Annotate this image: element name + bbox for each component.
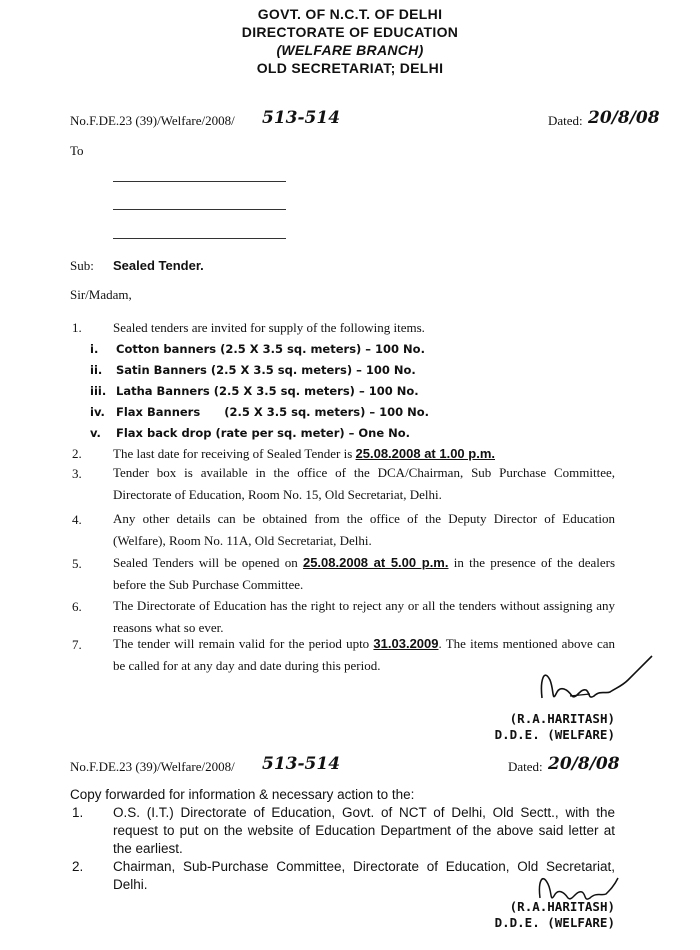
point-number: 6. xyxy=(72,599,82,614)
point-number: 2. xyxy=(72,446,82,461)
point-number: 4. xyxy=(72,512,82,527)
item-roman: iii. xyxy=(90,384,107,398)
address-line-2 xyxy=(113,209,286,210)
point-number: 5. xyxy=(72,556,82,571)
subject-text: Sealed Tender. xyxy=(113,258,204,273)
list-item xyxy=(90,426,410,440)
signatory-name: (R.A.HARITASH) xyxy=(509,711,615,726)
letterhead-govt: GOVT. OF N.C.T. OF DELHI xyxy=(257,6,443,22)
point-text-part: The last date for receiving of Sealed Tender is xyxy=(113,446,356,461)
point-number: 1. xyxy=(72,320,82,335)
opening-date: 25.08.2008 at 5.00 p.m. xyxy=(302,555,449,570)
point-text: The Directorate of Education has the right to reject any or all the tenders without assigning any reasons what so ever. xyxy=(113,598,615,635)
signature-mark xyxy=(530,650,660,710)
point-text: Any other details can be obtained from the office of the Deputy Director of Education (Welfare), Room No. 11A, Old Secretariat, Delhi. xyxy=(113,511,615,548)
handwritten-reference: 513-514 xyxy=(262,754,341,774)
list-item xyxy=(90,405,429,419)
handwritten-reference: 513-514 xyxy=(262,108,341,128)
list-item xyxy=(90,384,419,398)
reference-number: No.F.DE.23 (39)/Welfare/2008/ xyxy=(70,113,235,128)
copy-recipient: Chairman, Sub-Purchase Committee, Directorate of Education, Old Secretariat, Delhi. xyxy=(113,859,615,892)
list-item xyxy=(90,363,416,377)
item-text: Flax back drop (rate per sq. meter) – One No. xyxy=(116,426,411,440)
to-label: To xyxy=(70,143,84,158)
point-text-part: in the presence of the dealers before the Sub Purchase Committee. xyxy=(113,555,616,592)
list-item xyxy=(90,342,425,356)
item-text: Latha Banners (2.5 X 3.5 sq. meters) – 100 No. xyxy=(116,384,419,398)
item-text: Satin Banners (2.5 X 3.5 sq. meters) – 100 No. xyxy=(116,363,416,377)
point-text-part: The tender will remain valid for the period upto xyxy=(113,636,374,651)
letterhead-address: OLD SECRETARIAT; DELHI xyxy=(256,60,444,76)
address-line-1 xyxy=(113,181,286,182)
handwritten-date: 20/8/08 xyxy=(548,754,620,774)
item-roman: ii. xyxy=(90,363,103,377)
item-roman: v. xyxy=(90,426,101,440)
copy-intro: Copy forwarded for information & necessary action to the: xyxy=(70,787,415,802)
copy-recipient: O.S. (I.T.) Directorate of Education, Govt. of NCT of Delhi, Old Sectt., with the request to put on the website of Education Department of the above said letter at the earliest. xyxy=(113,805,615,856)
copy-number: 1. xyxy=(72,805,84,820)
item-roman: iv. xyxy=(90,405,105,419)
signatory-designation: D.D.E. (WELFARE) xyxy=(494,727,615,742)
item-text: Flax Banners (2.5 X 3.5 sq. meters) – 100 No. xyxy=(116,405,430,419)
point-text-part: . The items mentioned above can be called for at any day and date during this period. xyxy=(113,636,615,673)
item-text: Cotton banners (2.5 X 3.5 sq. meters) – 100 No. xyxy=(116,342,425,356)
signatory-name: (R.A.HARITASH) xyxy=(509,899,615,914)
handwritten-date: 20/8/08 xyxy=(588,108,660,128)
dated-label: Dated: xyxy=(548,113,583,128)
address-line-3 xyxy=(113,238,286,239)
letterhead-branch: (WELFARE BRANCH) xyxy=(276,42,424,58)
subject-label: Sub: xyxy=(70,258,94,273)
point-text xyxy=(113,446,495,462)
point-text: Sealed tenders are invited for supply of the following items. xyxy=(113,320,425,335)
validity-date: 31.03.2009 xyxy=(373,636,439,651)
reference-number: No.F.DE.23 (39)/Welfare/2008/ xyxy=(70,759,235,774)
point-number: 3. xyxy=(72,466,82,481)
dated-label: Dated: xyxy=(508,759,543,774)
salutation: Sir/Madam, xyxy=(70,287,132,302)
point-text: Tender box is available in the office of the DCA/Chairman, Sub Purchase Committee, Directorate of Education, Room No. 15, Old Secretariat, Delhi. xyxy=(113,465,615,502)
last-date: 25.08.2008 at 1.00 p.m. xyxy=(355,446,495,461)
item-roman: i. xyxy=(90,342,99,356)
copy-number: 2. xyxy=(72,859,84,874)
point-text-part: Sealed Tenders will be opened on xyxy=(113,555,303,570)
letterhead-directorate: DIRECTORATE OF EDUCATION xyxy=(241,24,459,40)
signatory-designation: D.D.E. (WELFARE) xyxy=(494,915,615,930)
point-text xyxy=(113,552,615,596)
point-number: 7. xyxy=(72,637,82,652)
